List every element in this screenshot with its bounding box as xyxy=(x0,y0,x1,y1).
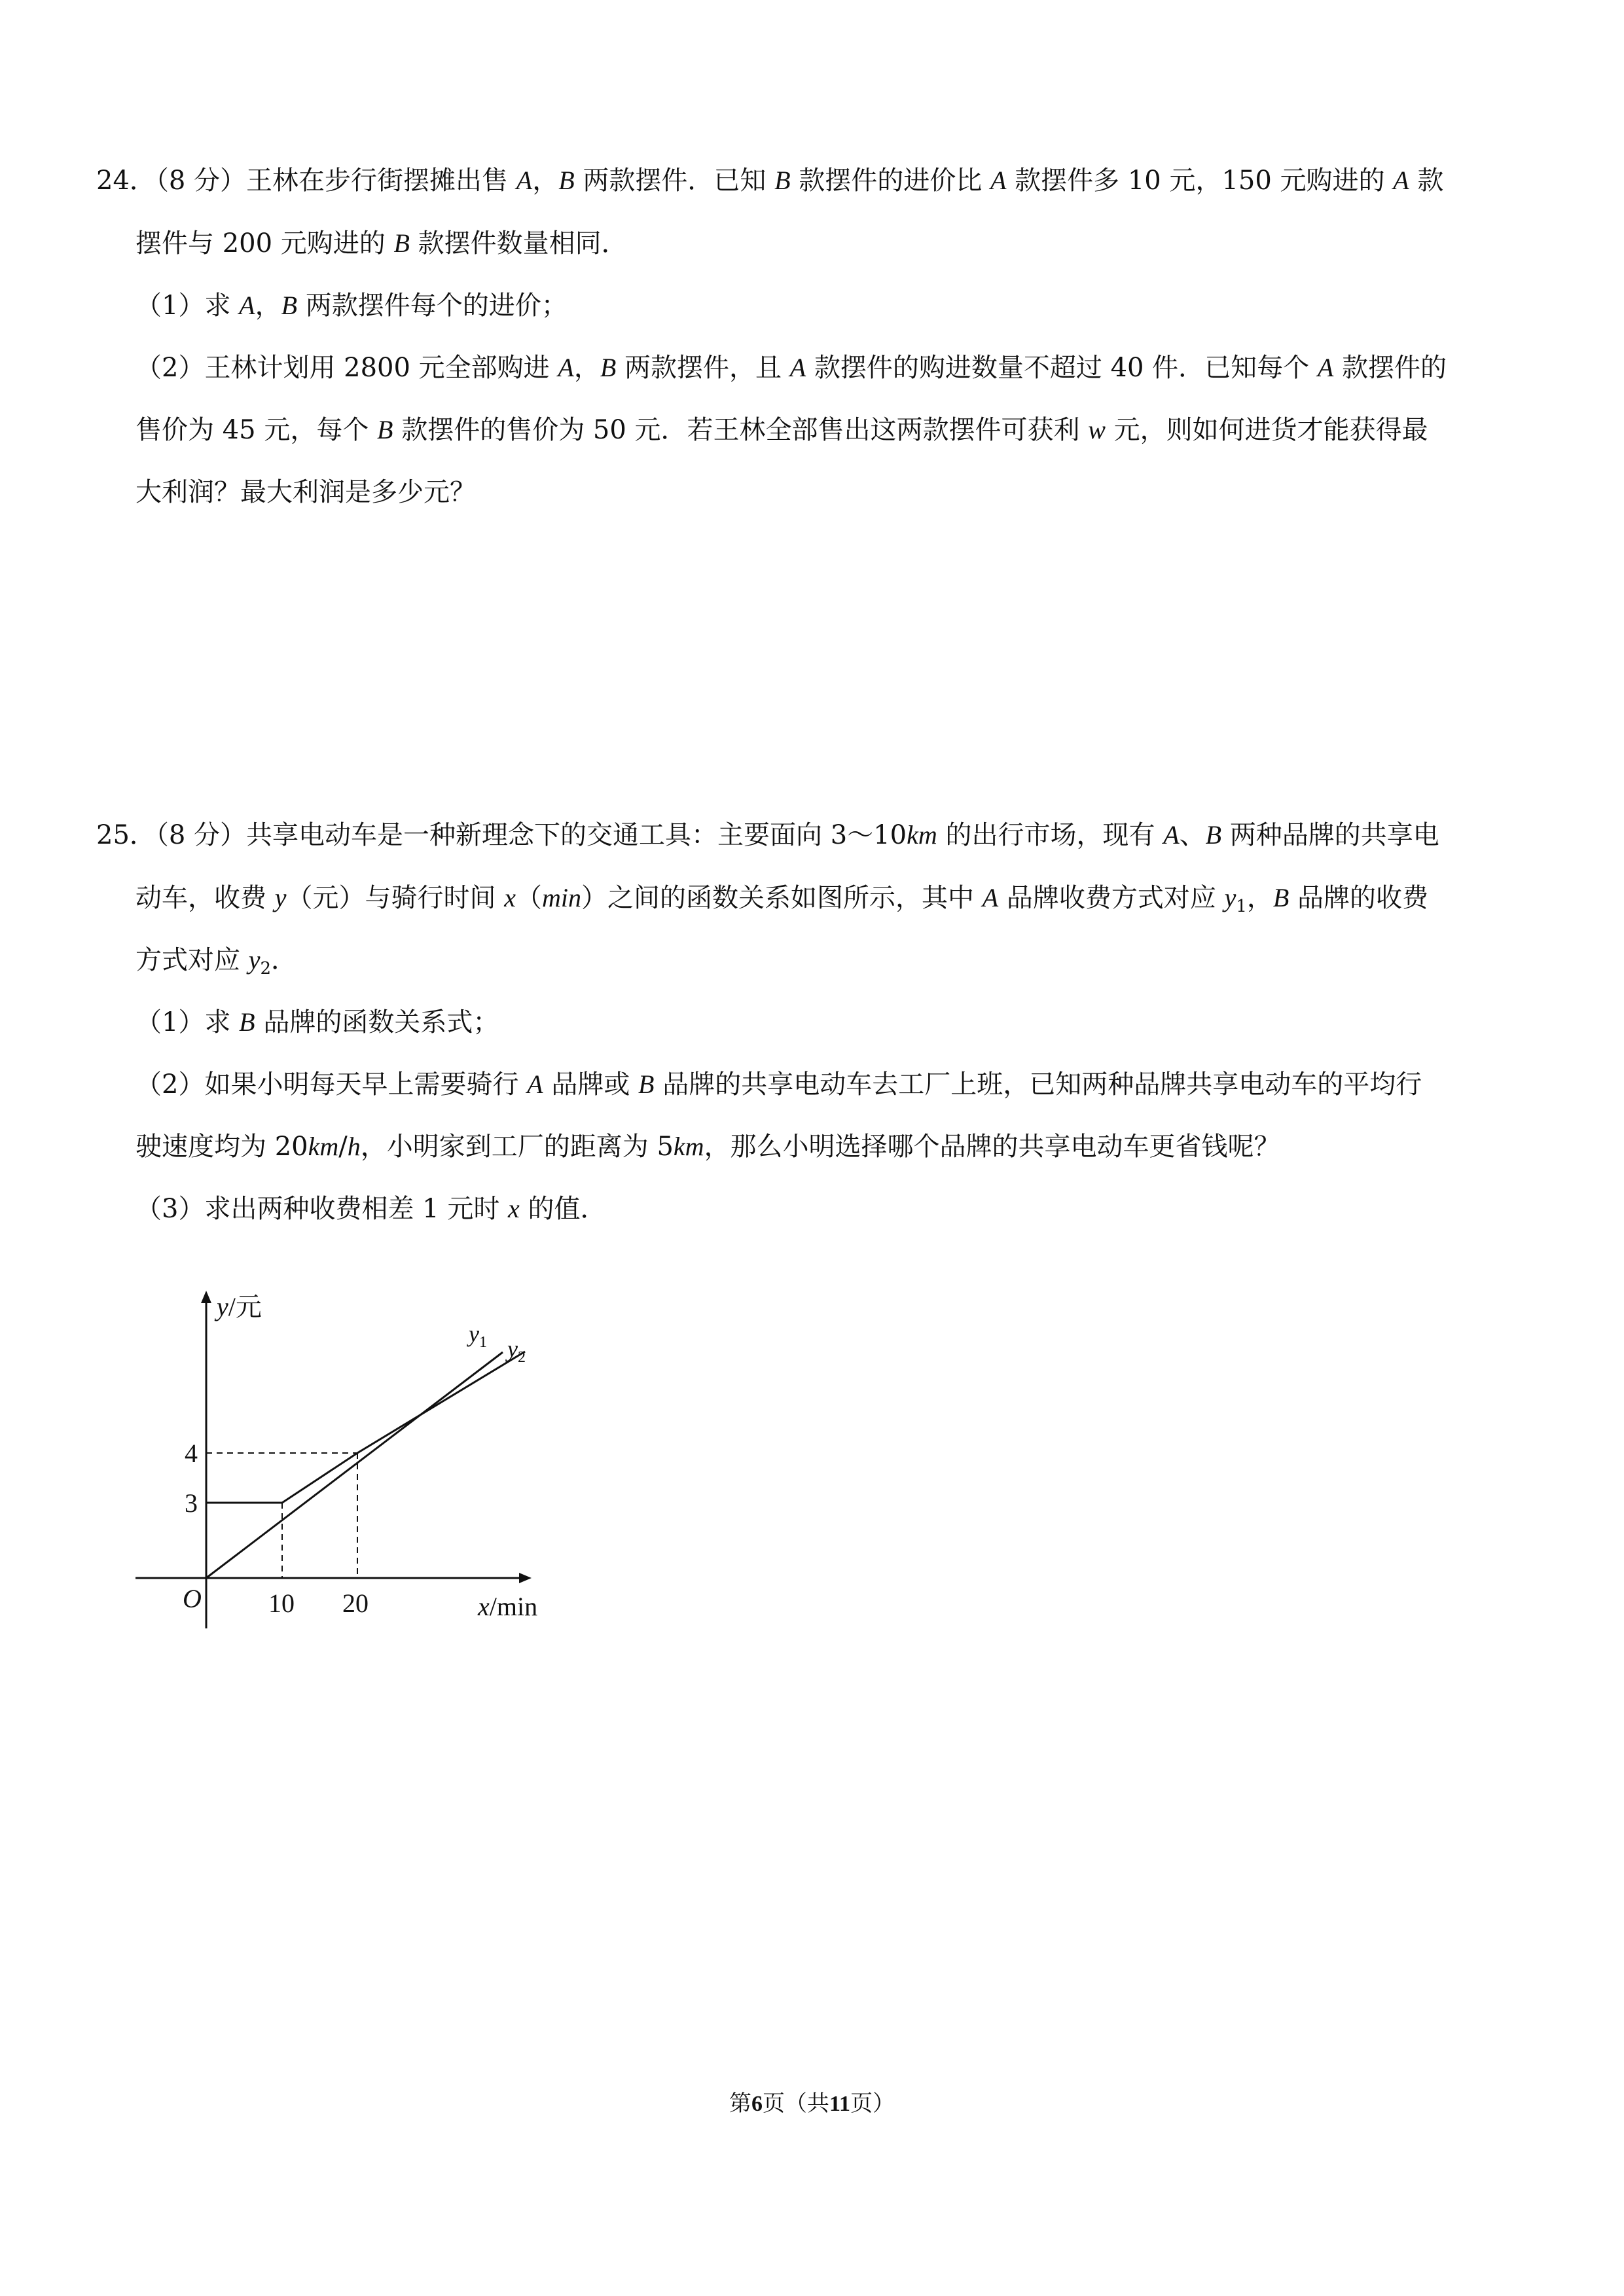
q25-line-1: 25．（8 分）共享电动车是一种新理念下的交通工具：主要面向 3～10km 的出行市场，现有 A、B 两种品牌的共享电 xyxy=(96,820,1439,850)
q25-line-3: 方式对应 $y_2$． xyxy=(135,945,298,978)
origin-label: O xyxy=(183,1584,202,1613)
q24-part-1: （1）求 A，B 两款摆件每个的进价； xyxy=(135,291,568,321)
x-tick-10: 10 xyxy=(268,1588,295,1618)
q25-part-2-line-1: （2）如果小明每天早上需要骑行 A 品牌或 B 品牌的共享电动车去工厂上班，已知两种品牌共享电动车的平均行 xyxy=(135,1069,1422,1100)
q25-part-1: （1）求 B 品牌的函数关系式； xyxy=(135,1007,499,1037)
page-footer: 第6页（共11页） xyxy=(729,2090,895,2117)
x-axis-label: x/min xyxy=(478,1592,538,1621)
q24-part-2-line-1: （2）王林计划用 2800 元全部购进 A，B 两款摆件，且 A 款摆件的购进数量不超过 40 件．已知每个 A 款摆件的 xyxy=(135,353,1447,383)
q25-part-3: （3）求出两种收费相差 1 元时 x 的值． xyxy=(135,1194,607,1224)
y-tick-3: 3 xyxy=(185,1488,198,1518)
x-axis-arrow xyxy=(519,1573,532,1583)
series-label-y1: $y_1$ xyxy=(469,1321,487,1351)
current-page-number: 6 xyxy=(751,2092,763,2116)
x-tick-20: 20 xyxy=(342,1588,369,1618)
y-axis-arrow xyxy=(201,1291,211,1303)
q24-part-2-line-3: 大利润？最大利润是多少元？ xyxy=(135,477,476,507)
line-y1 xyxy=(206,1352,503,1578)
graph-svg xyxy=(124,1283,583,1649)
function-graph xyxy=(124,1283,583,1652)
series-label-y2: $y_2$ xyxy=(507,1336,526,1366)
line-y2 xyxy=(206,1352,525,1503)
total-page-number: 11 xyxy=(829,2092,851,2116)
q24-part-2-line-2: 售价为 45 元，每个 B 款摆件的售价为 50 元．若王林全部售出这两款摆件可获利 w 元，则如何进货才能获得最 xyxy=(135,415,1428,445)
q24-line-1: 24．（8 分）王林在步行街摆摊出售 A，B 两款摆件．已知 B 款摆件的进价比 A 款摆件多 10 元，150 元购进的 A 款 xyxy=(96,166,1444,196)
y-tick-4: 4 xyxy=(185,1439,198,1468)
q24-line-2: 摆件与 200 元购进的 B 款摆件数量相同． xyxy=(135,228,628,259)
q25-line-2: 动车，收费 y（元）与骑行时间 x（min）之间的函数关系如图所示，其中 A 品牌收费方式对应 $y_1$，B 品牌的收费 xyxy=(135,883,1429,916)
y-axis-label: y/元 xyxy=(217,1292,262,1321)
q25-part-2-line-2: 驶速度均为 20km/h，小明家到工厂的距离为 5km，那么小明选择哪个品牌的共享电动车更省钱呢？ xyxy=(135,1132,1280,1162)
